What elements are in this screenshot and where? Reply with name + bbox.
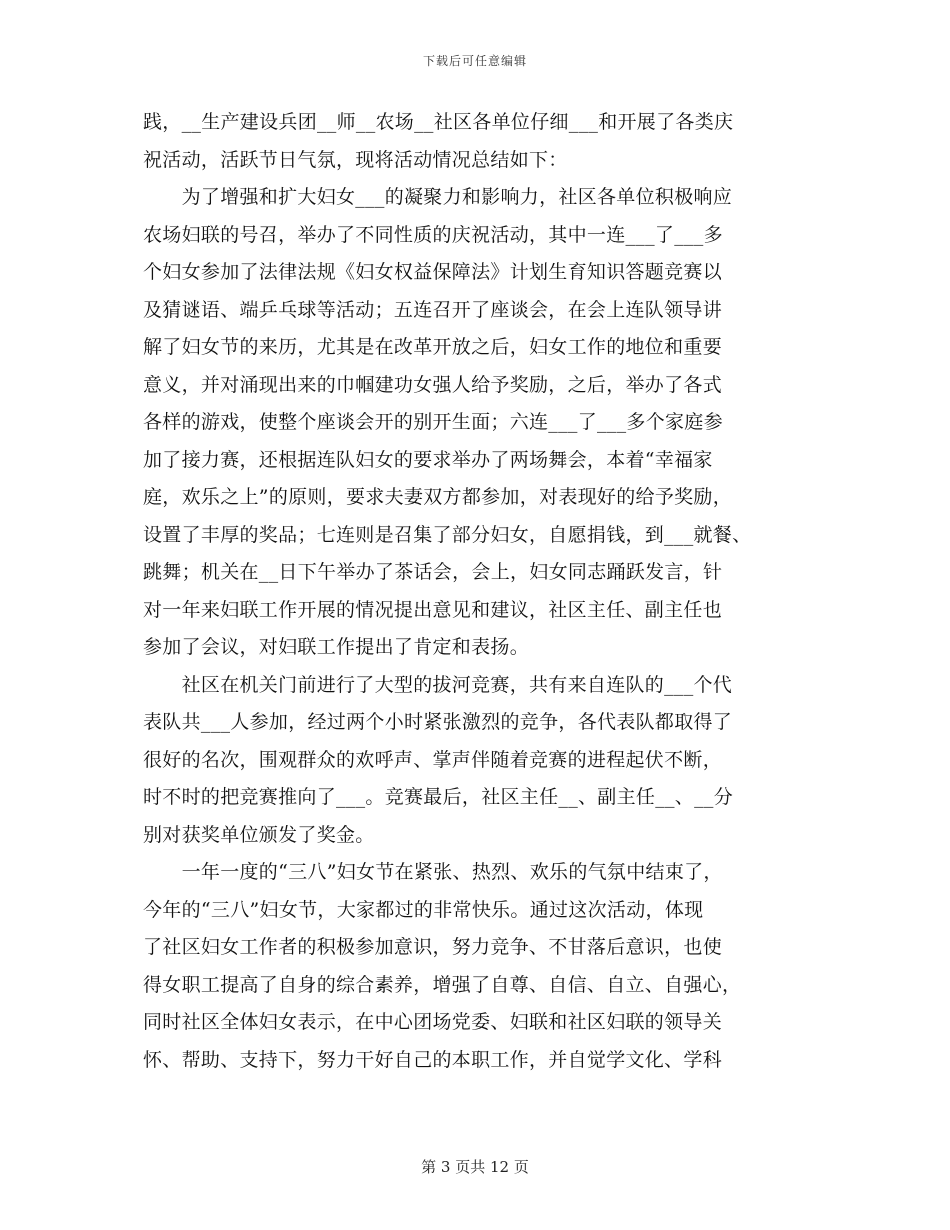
text-line: 怀、帮助、支持下，努力干好自己的本职工作，并自觉学文化、学科 bbox=[143, 1048, 723, 1071]
text-line: 加了接力赛，还根据连队妇女的要求举办了两场舞会，本着“幸福家 bbox=[143, 448, 713, 471]
text-line: 一年一度的“三八”妇女节在紧张、热烈、欢乐的气氛中结束了， bbox=[143, 861, 723, 883]
text-line: 今年的“三八”妇女节，大家都过的非常快乐。通过这次活动，体现 bbox=[143, 898, 704, 921]
text-line: 跳舞；机关在__日下午举办了茶话会，会上，妇女同志踊跃发言，针 bbox=[143, 561, 723, 583]
text-line: 祝活动，活跃节日气氛，现将活动情况总结如下： bbox=[143, 148, 568, 171]
text-line: 农场妇联的号召，举办了不同性质的庆祝活动，其中一连___了___多 bbox=[143, 223, 723, 246]
text-line: 对一年来妇联工作开展的情况提出意见和建议，社区主任、副主任也 bbox=[143, 598, 723, 621]
text-line: 了社区妇女工作者的积极参加意识，努力竞争、不甘落后意识，也使 bbox=[143, 936, 723, 958]
text-line: 个妇女参加了法律法规《妇女权益保障法》计划生育知识答题竞赛以 bbox=[143, 261, 723, 283]
page-header: 下载后可任意编辑 bbox=[422, 54, 527, 68]
text-line: 各样的游戏，使整个座谈会开的别开生面；六连___了___多个家庭参 bbox=[143, 411, 723, 433]
text-line: 得女职工提高了自身的综合素养，增强了自尊、自信、自立、自强心， bbox=[143, 973, 742, 996]
text-line: 庭，欢乐之上”的原则，要求夫妻双方都参加，对表现好的给予奖励， bbox=[143, 486, 733, 508]
text-line: 社区在机关门前进行了大型的拔河竞赛，共有来自连队的___个代 bbox=[143, 673, 733, 696]
document-body bbox=[143, 104, 823, 1079]
text-line: 很好的名次，围观群众的欢呼声、掌声伴随着竞赛的进程起伏不断， bbox=[143, 748, 723, 771]
text-line: 同时社区全体妇女表示，在中心团场党委、妇联和社区妇联的领导关 bbox=[143, 1011, 723, 1033]
text-line: 解了妇女节的来历，尤其是在改革开放之后，妇女工作的地位和重要 bbox=[143, 336, 723, 358]
text-line: 践，__生产建设兵团__师__农场__社区各单位仔细___和开展了各类庆 bbox=[143, 111, 734, 133]
text-line: 意义，并对涌现出来的巾帼建功女强人给予奖励，之后，举办了各式 bbox=[143, 373, 723, 396]
text-line: 为了增强和扩大妇女___的凝聚力和影响力，社区各单位积极响应 bbox=[143, 186, 733, 208]
text-line: 表队共___人参加，经过两个小时紧张激烈的竞争，各代表队都取得了 bbox=[143, 711, 733, 733]
text-line: 别对获奖单位颁发了奖金。 bbox=[143, 823, 375, 846]
text-line: 设置了丰厚的奖品；七连则是召集了部分妇女，自愿捐钱，到___就餐、 bbox=[143, 523, 752, 546]
text-line: 及猜谜语、端乒乓球等活动；五连召开了座谈会，在会上连队领导讲 bbox=[143, 298, 723, 321]
text-line: 时不时的把竞赛推向了___。竞赛最后，社区主任__、副主任__、__分 bbox=[143, 786, 734, 808]
page-number: 第 3 页共 12 页 bbox=[421, 1158, 529, 1176]
text-line: 参加了会议，对妇联工作提出了肯定和表扬。 bbox=[143, 636, 530, 658]
